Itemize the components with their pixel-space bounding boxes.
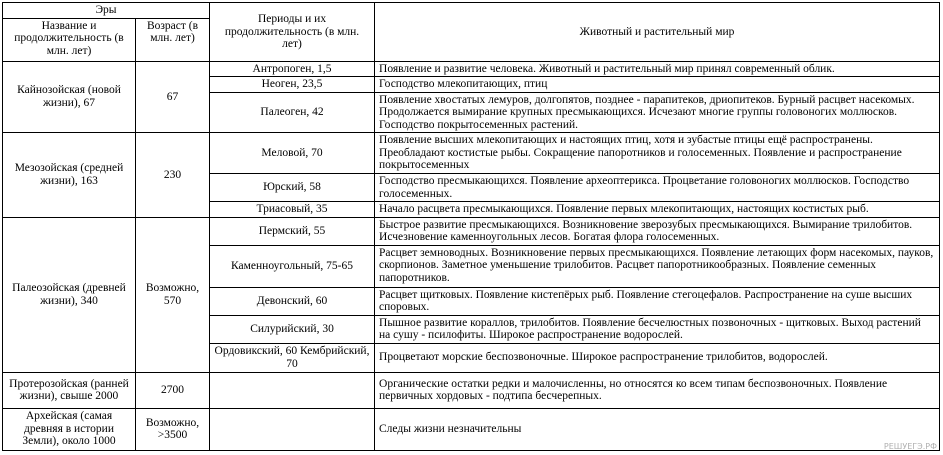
period-name: Девонский, 60 — [210, 287, 375, 315]
header-periods: Периоды и их продолжительность (в млн. лет) — [210, 3, 375, 62]
period-life: Появление хвостатых лемуров, долгопятов, позднее - парапитеков, дриопитеков. Бурный расцвет насекомых. Продолжается вымирание крупных пресмыкающихся. Исчезают многие группы головоногих моллюсков. Господство покрытосеменных растений. — [375, 92, 940, 133]
era-name-paleozoic: Палеозойская (древней жизни), 340 — [3, 217, 136, 372]
period-name: Юрский, 58 — [210, 174, 375, 202]
period-life: Появление высших млекопитающих и настоящих птиц, хотя и зубастые птицы ещё распространены. Преобладают костистые рыбы. Сокращение папоротников и голосеменных. Появление и распространение покрытосеменных — [375, 133, 940, 174]
period-life: Появление и развитие человека. Животный и растительный мир принял современный облик. — [375, 61, 940, 77]
period-life: Господство пресмыкающихся. Появление археоптерикса. Процветание головоногих моллюсков. Господство голосеменных. — [375, 174, 940, 202]
period-name: Триасовый, 35 — [210, 202, 375, 218]
period-life: Начало расцвета пресмыкающихся. Появление первых млекопитающих, настоящих костистых рыб. — [375, 202, 940, 218]
period-name-empty — [210, 372, 375, 408]
period-name: Неоген, 23,5 — [210, 77, 375, 93]
era-age-paleozoic: Возможно, 570 — [136, 217, 210, 372]
period-name: Силурийский, 30 — [210, 315, 375, 343]
period-name: Меловой, 70 — [210, 133, 375, 174]
period-life: Органические остатки редки и малочисленны, но относятся ко всем типам беспозвоночных. Появление первичных хордовых - подтипа бесчерепных. — [375, 372, 940, 408]
era-name-archean: Архейская (самая древняя в истории Земли), около 1000 — [3, 408, 136, 450]
period-life: Пышное развитие кораллов, трилобитов. Появление бесчелюстных позвоночных - щитковых. Выход растений на сушу - псилофиты. Широкое распространение водорослей. — [375, 315, 940, 343]
period-name: Палеоген, 42 — [210, 92, 375, 133]
header-eras-group: Эры — [3, 3, 210, 19]
period-name: Пермский, 55 — [210, 217, 375, 245]
period-life: Расцвет земноводных. Возникновение первых пресмыкающихся. Появление летающих форм насекомых, пауков, скорпионов. Заметное уменьшение трилобитов. Расцвет папоротникообразных. Появление семенных папоротников. — [375, 245, 940, 287]
era-age-archean: Возможно, >3500 — [136, 408, 210, 450]
period-life: Следы жизни незначительны — [375, 408, 940, 450]
header-era-age: Возраст (в млн. лет) — [136, 18, 210, 61]
geochronology-table — [2, 2, 940, 451]
era-name-proterozoic: Протерозойская (ранней жизни), свыше 2000 — [3, 372, 136, 408]
era-name-mesozoic: Мезозойская (средней жизни), 163 — [3, 133, 136, 218]
period-name-empty — [210, 408, 375, 450]
era-age-proterozoic: 2700 — [136, 372, 210, 408]
watermark: РЕШУЕГЭ.РФ — [883, 442, 937, 451]
period-life: Процветают морские беспозвоночные. Широкое распространение трилобитов, водорослей. — [375, 343, 940, 372]
era-age-cenozoic: 67 — [136, 61, 210, 133]
period-name: Антропоген, 1,5 — [210, 61, 375, 77]
period-life: Быстрое развитие пресмыкающихся. Возникновение зверозубых пресмыкающихся. Вымирание трилобитов. Исчезновение каменноугольных лесов. Богатая флора голосеменных. — [375, 217, 940, 245]
header-era-name: Название и продолжительность (в млн. лет) — [3, 18, 136, 61]
era-name-cenozoic: Кайнозойская (новой жизни), 67 — [3, 61, 136, 133]
header-life: Животный и растительный мир — [375, 3, 940, 62]
period-name: Ордовикский, 60 Кембрийский, 70 — [210, 343, 375, 372]
era-age-mesozoic: 230 — [136, 133, 210, 218]
period-name: Каменноугольный, 75-65 — [210, 245, 375, 287]
period-life: Расцвет щитковых. Появление кистепёрых рыб. Появление стегоцефалов. Распространение на суше высших споровых. — [375, 287, 940, 315]
period-life: Господство млекопитающих, птиц — [375, 77, 940, 93]
